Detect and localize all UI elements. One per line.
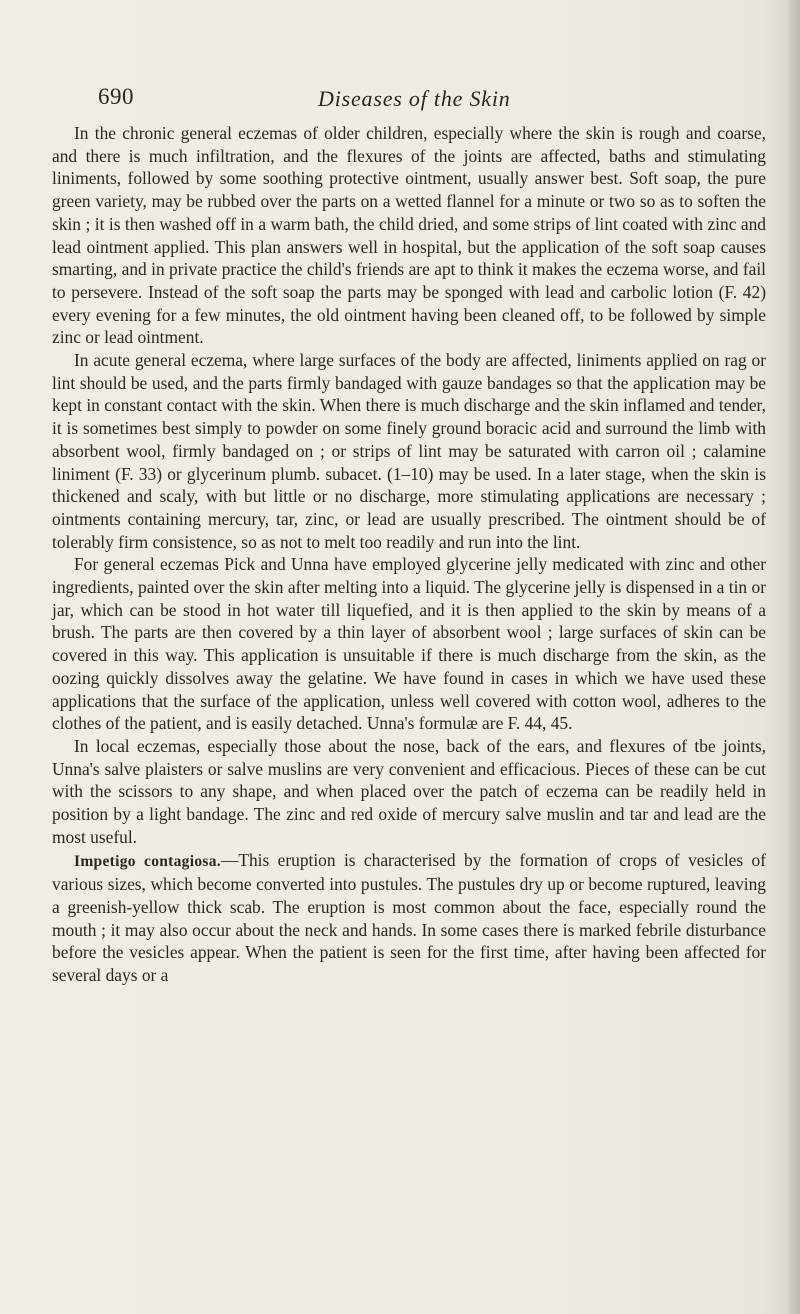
page-header: [98, 84, 718, 118]
paragraph-text: For general eczemas Pick and Unna have employed glycerine jelly medicated with zinc and other ingredients, painted over the skin after melting into a liquid. The glycerine jelly is dispensed in a tin or jar, which can be stood in hot water till liquefied, and it is then applied to the skin by means of a brush. The parts are then covered by a thin layer of absorbent wool ; large surfaces of skin can be covered in this way. This application is unsuitable if there is much discharge from the skin, as the oozing quickly dissolves away the gelatine. We have found in cases in which we have used these applications that the surface of the application, unless well covered with cotton wool, adheres to the clothes of the patient, and is easily detached. Unna's formulæ are F. 44, 45.: [52, 554, 766, 734]
paragraph-chronic-eczema: [52, 122, 766, 349]
running-title: Diseases of the Skin: [318, 86, 511, 111]
paragraph-acute-eczema: [52, 349, 766, 553]
body-text: [52, 122, 766, 987]
paragraph-text: In the chronic general eczemas of older children, especially where the skin is rough and coarse, and there is much infiltration, and the flexures of the joints are affected, baths and stimulating liniments, followed by some soothing protective ointment, usually answer best. Soft soap, the pure green variety, may be rubbed over the parts on a wetted flannel for a minute or two so as to soften the skin ; it is then washed off in a warm bath, the child dried, and some strips of lint coated with zinc and lead ointment applied. This plan answers well in hospital, but the application of the soft soap causes smarting, and in private practice the child's friends are apt to think it makes the eczema worse, and fail to persevere. Instead of the soft soap the parts may be sponged with lead and carbolic lotion (F. 42) every evening for a few minutes, the old ointment having been cleaned off, to be followed by simple zinc or lead ointment.: [52, 123, 766, 348]
paragraph-glycerine-jelly: [52, 553, 766, 735]
paragraph-impetigo: [52, 849, 766, 987]
section-heading-impetigo: Impetigo contagiosa.: [74, 852, 221, 870]
paragraph-text: —This eruption is characterised by the formation of crops of vesicles of various sizes, which become converted into pustules. The pustules dry up or become ruptured, leaving a greenish-yellow thick scab. The eruption is most common about the face, especially round the mouth ; it may also occur about the neck and hands. In some cases there is marked febrile disturbance before the vesicles appear. When the patient is seen for the first time, after having been affected for several days or a: [52, 849, 766, 986]
paragraph-text: In local eczemas, especially those about the nose, back of the ears, and flexures of tbe joints, Unna's salve plaisters or salve muslins are very convenient and efficacious. Pieces of these can be cut with the scissors to any shape, and when placed over the patch of eczema can be readily held in position by a light bandage. The zinc and red oxide of mercury salve muslin and tar and lead are the most useful.: [52, 735, 766, 847]
page-edge-shadow: [786, 0, 800, 1314]
paragraph-local-eczema: [52, 735, 766, 849]
page-number: 690: [98, 84, 134, 109]
paragraph-text: In acute general eczema, where large surfaces of the body are affected, liniments applied on rag or lint should be used, and the parts firmly bandaged with gauze bandages so that the application may be kept in constant contact with the skin. When there is much discharge and the skin inflamed and tender, it is sometimes best simply to powder on some finely ground boracic acid and surround the limb with absorbent wool, firmly bandaged on ; or strips of lint may be saturated with carron oil ; calamine liniment (F. 33) or glycerinum plumb. subacet. (1–10) may be used. In a later stage, when the skin is thickened and scaly, with but little or no discharge, more stimulating applications are necessary ; ointments containing mercury, tar, zinc, or lead are usually prescribed. The ointment should be of tolerably firm consistence, so as not to melt too readily and run into the lint.: [52, 350, 766, 552]
